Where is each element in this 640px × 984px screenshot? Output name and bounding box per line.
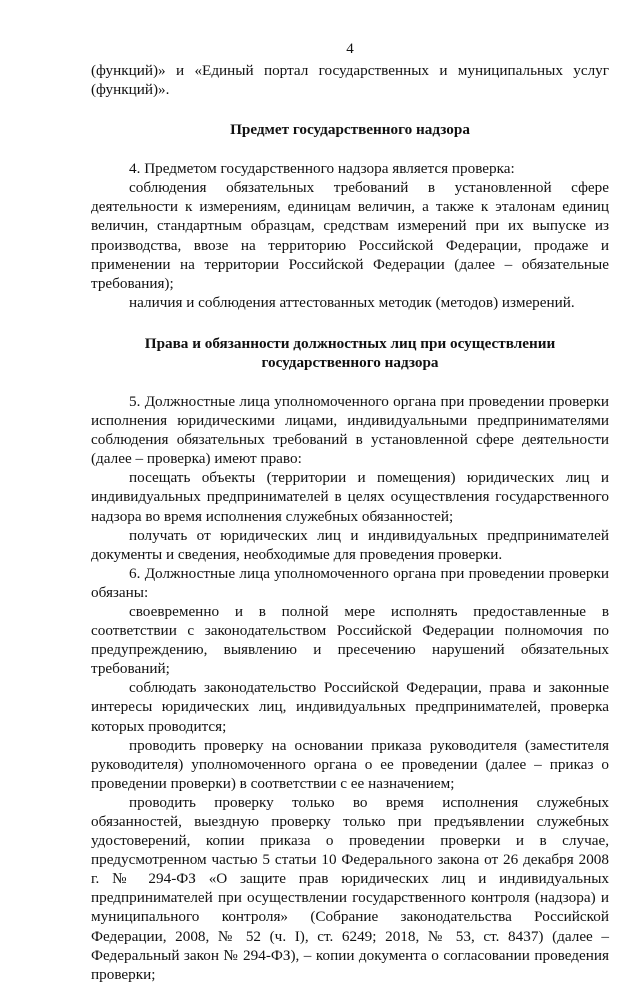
section-heading-subject: Предмет государственного надзора	[230, 121, 470, 139]
paragraph: 6. Должностные лица уполномоченного органа при проведении проверки обязаны:	[91, 564, 609, 601]
paragraph: проводить проверку на основании приказа руководителя (заместителя руководителя) уполномоченного органа о ее проведении (далее – приказ о проведении проверки) в соответствии с ее назначением;	[91, 736, 609, 792]
paragraph: проводить проверку только во время исполнения служебных обязанностей, выездную проверку только при предъявлении служебных удостоверений, копии приказа о проведении проверки и в случае, предусмотренном частью 5 статьи 10 Федерального закона от 26 декабря 2008 г. № 294-ФЗ «О защите прав юридических лиц и индивидуальных предпринимателей при осуществлении государственного контроля (надзора) и муниципального контроля» (Собрание законодательства Российской Федерации, 2008, № 52 (ч. I), ст. 6249; 2018, № 53, ст. 8437) (далее – Федеральный закон № 294-ФЗ), – копии документа о согласовании проведения проверки;	[91, 793, 609, 983]
paragraph: получать от юридических лиц и индивидуальных предпринимателей документы и сведения, необходимые для проведения проверки.	[91, 526, 609, 563]
section-heading-line: Права и обязанности должностных лиц при осуществлении	[144, 334, 556, 352]
document-body	[91, 61, 609, 984]
paragraph: наличия и соблюдения аттестованных методик (методов) измерений.	[129, 293, 575, 311]
section-heading-rights	[91, 334, 609, 372]
intro-paragraph: (функций)» и «Единый портал государственных и муниципальных услуг (функций)».	[91, 62, 609, 99]
paragraph: соблюдать законодательство Российской Федерации, права и законные интересы юридических лиц, индивидуальных предпринимателей, проверка которых проводится;	[91, 679, 609, 735]
paragraph: соблюдения обязательных требований в установленной сфере деятельности к измерениям, единицам величин, а также к эталонам единиц величин, стандартным образцам, средствам измерений при их выпуске из производства, ввозе на территорию Российской Федерации, продаже и применении на территории Российской Федерации (далее – обязательные требования);	[91, 179, 609, 292]
paragraph: 4. Предметом государственного надзора является проверка:	[129, 160, 515, 178]
section-heading-line: государственного надзора	[261, 353, 439, 371]
paragraph: 5. Должностные лица уполномоченного органа при проведении проверки исполнения юридическими лицами, индивидуальными предпринимателями соблюдения обязательных требований в установленной сфере деятельности (далее – проверка) имеют право:	[91, 392, 609, 468]
paragraph: посещать объекты (территории и помещения) юридических лиц и индивидуальных предпринимателей в целях осуществления государственного надзора во время исполнения служебных обязанностей;	[91, 469, 609, 525]
page-number: 4	[346, 41, 354, 57]
paragraph: своевременно и в полной мере исполнять предоставленные в соответствии с законодательством Российской Федерации полномочия по предупреждению, выявлению и пресечению нарушений обязательных требований;	[91, 602, 609, 678]
